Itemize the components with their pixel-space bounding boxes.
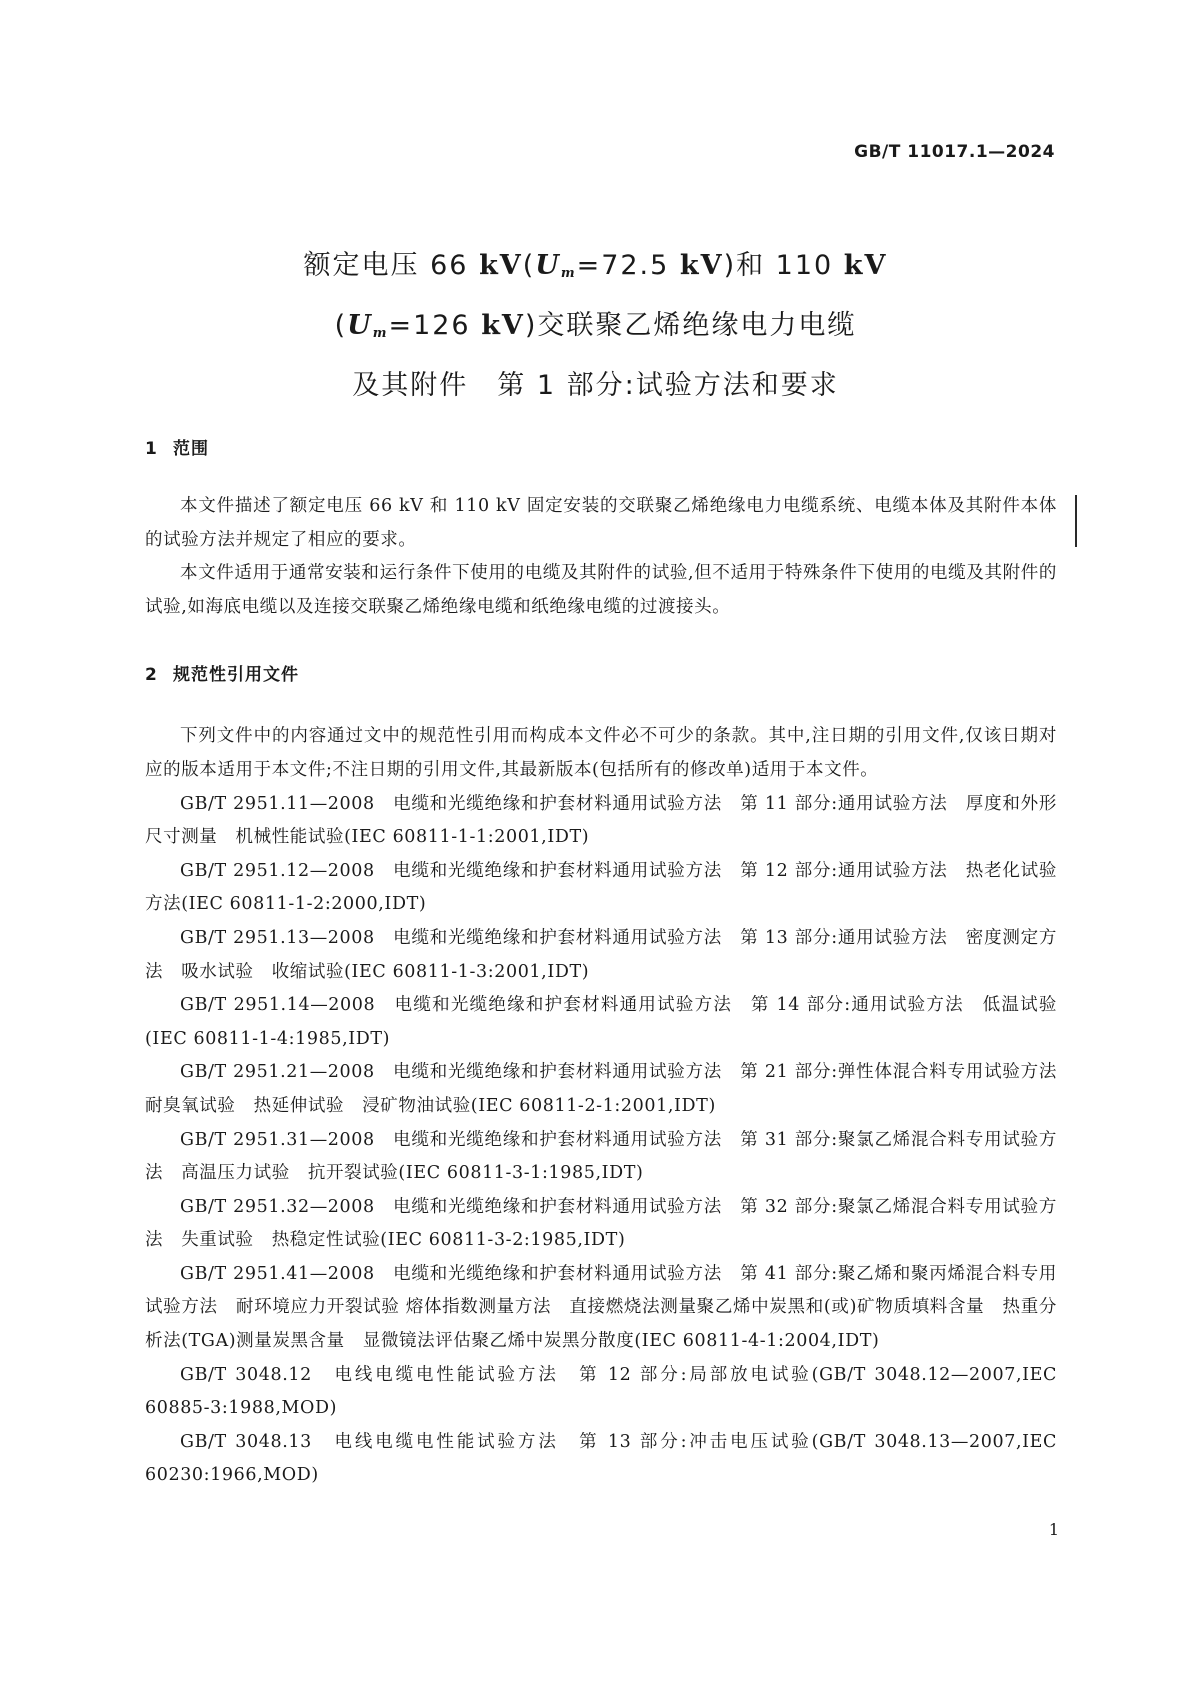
- standard-number: GB/T 11017.1—2024: [854, 142, 1055, 162]
- title-text: 额定电压 66: [303, 250, 480, 281]
- title-unit: kV: [679, 250, 724, 281]
- title-symbol-u: U: [347, 310, 373, 341]
- reference-entry: GB/T 2951.12—2008 电缆和光缆绝缘和护套材料通用试验方法 第 12 部分:通用试验方法 热老化试验方法(IEC 60811-1-2:2000,IDT): [145, 860, 1057, 915]
- title-text: )交联聚乙烯绝缘电力电缆: [524, 310, 857, 341]
- document-title: [0, 240, 1191, 412]
- title-unit: kV: [843, 250, 888, 281]
- reference-entry: GB/T 2951.32—2008 电缆和光缆绝缘和护套材料通用试验方法 第 32 部分:聚氯乙烯混合料专用试验方法 失重试验 热稳定性试验(IEC 60811-3-2:1985,IDT): [145, 1196, 1057, 1251]
- title-text: (: [522, 250, 536, 281]
- section-2-heading: [145, 658, 1057, 692]
- references-intro: 下列文件中的内容通过文中的规范性引用而构成本文件必不可少的条款。其中,注日期的引用文件,仅该日期对应的版本适用于本文件;不注日期的引用文件,其最新版本(包括所有的修改单)适用于本文件。: [145, 726, 1057, 780]
- reference-entry: GB/T 3048.12 电线电缆电性能试验方法 第 12 部分:局部放电试验(GB/T 3048.12—2007,IEC 60885-3:1988,MOD): [145, 1364, 1057, 1419]
- section-number: 2: [145, 665, 158, 686]
- section-title: 范围: [173, 439, 209, 459]
- section-number: 1: [145, 439, 158, 459]
- title-text: =72.5: [576, 250, 680, 281]
- reference-entry: GB/T 2951.21—2008 电缆和光缆绝缘和护套材料通用试验方法 第 21 部分:弹性体混合料专用试验方法 耐臭氧试验 热延伸试验 浸矿物油试验(IEC 60811-2-1:2001,IDT): [145, 1062, 1076, 1116]
- page-number: 1: [1048, 1520, 1059, 1539]
- title-line-3: 及其附件 第 1 部分:试验方法和要求: [352, 370, 839, 401]
- title-line-1: [0, 240, 1191, 300]
- title-text: (: [334, 310, 348, 341]
- title-subscript: m: [372, 326, 389, 341]
- title-text: =126: [388, 310, 482, 341]
- title-subscript: m: [560, 266, 577, 281]
- reference-entry: GB/T 2951.14—2008 电缆和光缆绝缘和护套材料通用试验方法 第 14 部分:通用试验方法 低温试验(IEC 60811-1-4:1985,IDT): [145, 995, 1057, 1049]
- title-line-2: [0, 300, 1191, 360]
- title-unit: kV: [481, 310, 525, 341]
- revision-change-bar: [1075, 495, 1077, 547]
- section-1-heading: [145, 432, 1057, 466]
- title-symbol-u: U: [535, 250, 561, 281]
- reference-entry: GB/T 2951.11—2008 电缆和光缆绝缘和护套材料通用试验方法 第 11 部分:通用试验方法 厚度和外形尺寸测量 机械性能试验(IEC 60811-1-1:2001,IDT): [145, 793, 1057, 848]
- scope-paragraph: 本文件描述了额定电压 66 kV 和 110 kV 固定安装的交联聚乙烯绝缘电力电缆系统、电缆本体及其附件本体的试验方法并规定了相应的要求。: [145, 496, 1057, 550]
- document-body: [145, 432, 1076, 1493]
- reference-entry: GB/T 2951.31—2008 电缆和光缆绝缘和护套材料通用试验方法 第 31 部分:聚氯乙烯混合料专用试验方法 高温压力试验 抗开裂试验(IEC 60811-3-1:1985,IDT): [145, 1129, 1057, 1184]
- reference-entry: GB/T 3048.13 电线电缆电性能试验方法 第 13 部分:冲击电压试验(GB/T 3048.13—2007,IEC 60230:1966,MOD): [145, 1431, 1057, 1486]
- title-unit: kV: [479, 250, 523, 281]
- reference-entry: GB/T 2951.13—2008 电缆和光缆绝缘和护套材料通用试验方法 第 13 部分:通用试验方法 密度测定方法 吸水试验 收缩试验(IEC 60811-1-3:2001,IDT): [145, 927, 1057, 982]
- section-title: 规范性引用文件: [173, 665, 299, 686]
- reference-entry: GB/T 2951.41—2008 电缆和光缆绝缘和护套材料通用试验方法 第 41 部分:聚乙烯和聚丙烯混合料专用试验方法 耐环境应力开裂试验 熔体指数测量方法 直接燃烧法测量聚乙烯中炭黑和(或)矿物质填料含量 热重分析法(TGA)测量炭黑含量 显微镜法评估聚乙烯中炭黑分散度(IEC 60811-4-1:2004,IDT): [145, 1263, 1057, 1352]
- scope-paragraph: 本文件适用于通常安装和运行条件下使用的电缆及其附件的试验,但不适用于特殊条件下使用的电缆及其附件的试验,如海底电缆以及连接交联聚乙烯绝缘电缆和纸绝缘电缆的过渡接头。: [145, 563, 1057, 617]
- title-text: )和 110: [723, 250, 844, 281]
